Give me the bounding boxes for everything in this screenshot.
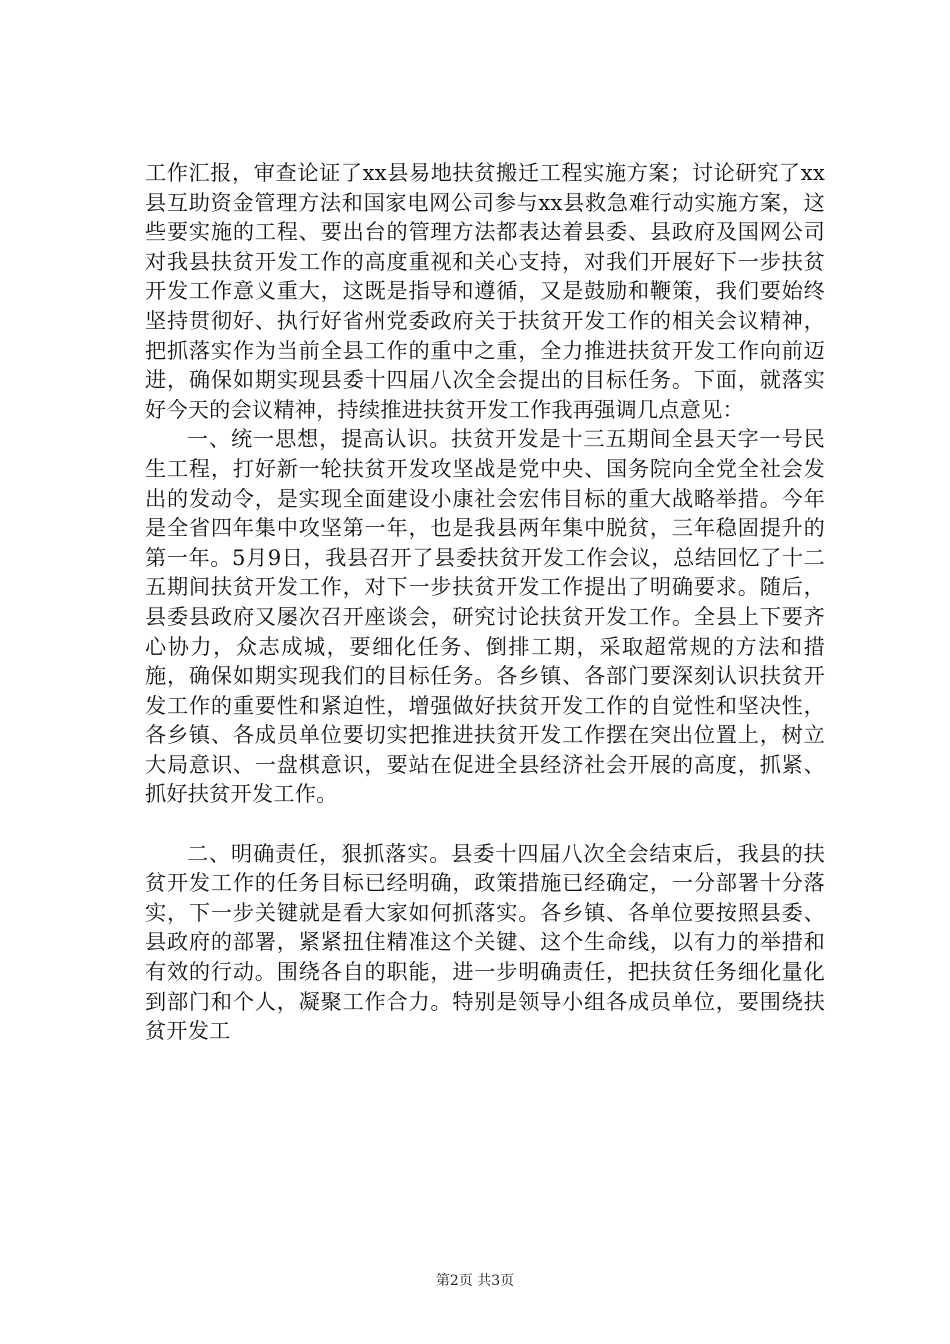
page-footer: 第2页 共3页 — [435, 1273, 515, 1289]
document-page — [145, 158, 825, 1046]
paragraph-spacer — [145, 809, 825, 839]
paragraph-section-two: 二、明确责任，狠抓落实。县委十四届八次全会结束后，我县的扶贫开发工作的任务目标已经明确，政策措施已经确定，一分部署十分落实，下一步关键就是看大家如何抓落实。各乡镇、各单位要按照县委、县政府的部署，紧紧扭住精准这个关键、这个生命线，以有力的举措和有效的行动。围绕各自的职能，进一步明确责任，把扶贫任务细化量化到部门和个人，凝聚工作合力。特别是领导小组各成员单位，要围绕扶贫开发工 — [145, 840, 825, 1044]
paragraph-section-one: 一、统一思想，提高认识。扶贫开发是十三五期间全县天字一号民生工程，打好新一轮扶贫开发攻坚战是党中央、国务院向全党全社会发出的发动令，是实现全面建设小康社会宏伟目标的重大战略举措。今年是全省四年集中攻坚第一年，也是我县两年集中脱贫，三年稳固提升的第一年。5月9日，我县召开了县委扶贫开发工作会议，总结回忆了十二五期间扶贫开发工作，对下一步扶贫开发工作提出了明确要求。随后，县委县政府又屡次召开座谈会，研究讨论扶贫开发工作。全县上下要齐心协力，众志成城，要细化任务、倒排工期，采取超常规的方法和措施，确保如期实现我们的目标任务。各乡镇、各部门要深刻认识扶贫开发工作的重要性和紧迫性，增强做好扶贫开发工作的自觉性和坚决性，各乡镇、各成员单位要切实把推进扶贫开发工作摆在突出位置上，树立大局意识、一盘棋意识，要站在促进全县经济社会开展的高度，抓紧、抓好扶贫开发工作。 — [145, 426, 825, 807]
paragraph-intro: 工作汇报，审查论证了xx县易地扶贫搬迁工程实施方案；讨论研究了xx县互助资金管理方法和国家电网公司参与xx县救急难行动实施方案，这些要实施的工程、要出台的管理方法都表达着县委、县政府及国网公司对我县扶贫开发工作的高度重视和关心支持，对我们开展好下一步扶贫开发工作意义重大，这既是指导和遵循，又是鼓励和鞭策，我们要始终坚持贯彻好、执行好省州党委政府关于扶贫开发工作的相关会议精神，把抓落实作为当前全县工作的重中之重，全力推进扶贫开发工作向前迈进，确保如期实现县委十四届八次全会提出的目标任务。下面，就落实好今天的会议精神，持续推进扶贫开发工作我再强调几点意见： — [145, 160, 825, 422]
